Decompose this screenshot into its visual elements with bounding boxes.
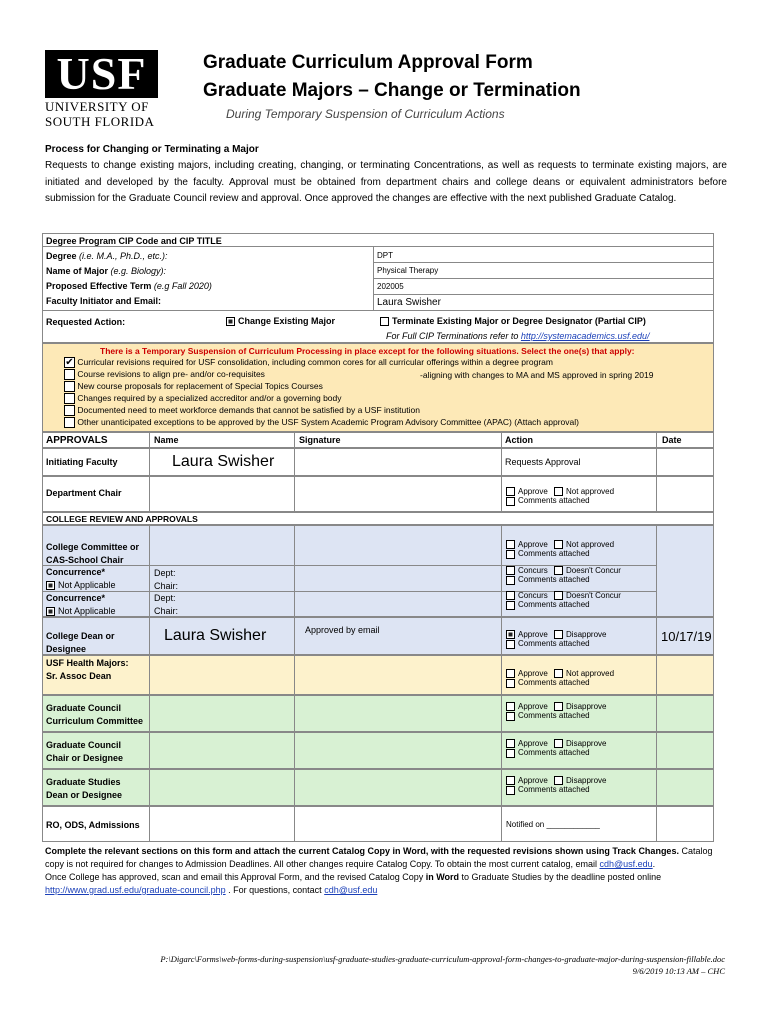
gs-dean-comments-text: Comments attached (518, 785, 590, 795)
concurs-1-text: Concurs (518, 566, 548, 575)
gc-committee-actions (506, 702, 607, 721)
suspension-item[interactable] (64, 393, 579, 405)
dept-chair-label: Department Chair (46, 488, 122, 498)
dean-approve-text: Approve (518, 630, 548, 639)
concurrence-2-dept-chair (154, 592, 178, 618)
dean-label (46, 630, 115, 656)
concurrence-1-na[interactable] (46, 579, 116, 592)
terminate-major-text: Terminate Existing Major or Degree Designator (Partial CIP) (392, 316, 646, 326)
logo-line-2: SOUTH FLORIDA (45, 114, 155, 129)
cip-note: For Full CIP Terminations refer to (386, 331, 519, 341)
dean-approve-checkbox[interactable] (506, 630, 515, 639)
gc-chair-label-2: Chair or Designee (46, 753, 124, 763)
health-comments-checkbox[interactable] (506, 679, 515, 688)
gs-dean-approve-text: Approve (518, 776, 548, 785)
gc-committee-label (46, 702, 143, 728)
gc-chair-actions (506, 739, 607, 758)
approvals-col-header: APPROVALS (46, 435, 108, 446)
major-label: Name of Major (46, 266, 109, 276)
suspension-item[interactable] (64, 357, 579, 369)
faculty-label: Faculty Initiator and Email: (46, 296, 162, 306)
major-hint: (e.g. Biology): (110, 266, 167, 276)
health-actions (506, 669, 614, 688)
suspension-item[interactable] (64, 417, 579, 429)
concurrence-2-na[interactable] (46, 605, 116, 618)
footer-text-4: . For questions, contact (225, 885, 325, 895)
suspension-item-text: Course revisions to align pre- and/or co-requisites (77, 369, 265, 379)
gc-chair-approve-text: Approve (518, 739, 548, 748)
cip-label: Degree Program CIP Code and CIP TITLE (46, 236, 222, 246)
name-col-header: Name (154, 435, 179, 445)
concur-1-comments-checkbox[interactable] (506, 576, 515, 585)
dean-comments-checkbox[interactable] (506, 640, 515, 649)
suspension-subtitle: During Temporary Suspension of Curriculum Actions (226, 107, 505, 121)
suspension-checkbox[interactable]: ✔ (65, 357, 74, 369)
concurrence-1-chair-label: Chair: (154, 581, 179, 591)
suspension-checkbox[interactable] (64, 405, 75, 416)
gs-dean-comments-checkbox[interactable] (506, 786, 515, 795)
concurrence-2-na-checkbox[interactable] (46, 607, 55, 616)
concurs-2-checkbox[interactable] (506, 591, 515, 600)
term-label-row (46, 281, 212, 291)
dean-disapprove-checkbox[interactable] (554, 630, 563, 639)
college-committee-label-2: CAS-School Chair (46, 555, 124, 565)
dept-not-approved-checkbox[interactable] (554, 487, 563, 496)
initiating-action: Requests Approval (505, 457, 581, 467)
suspension-item-text: Changes required by a specialized accreditor and/or a governing body (77, 393, 342, 403)
concurrence-2-label: Concurrence* (46, 593, 106, 603)
gs-dean-approve-checkbox[interactable] (506, 776, 515, 785)
major-label-row (46, 266, 166, 276)
process-text: Requests to change existing majors, including creating, changing, or terminating Concentrations, as well as requests to terminate existing majors, are initiated and developed by the faculty. Approval must be obtained from department chairs and college deans or equivalent administrators before submission for the Graduate Council review and approval. Once approved the changes are effective with the next published Graduate Catalog. (45, 160, 727, 204)
gs-dean-row (42, 769, 714, 806)
timestamp: 9/6/2019 10:13 AM – CHC (632, 966, 725, 976)
footer-text-3: to Graduate Studies by the deadline posted online (459, 872, 662, 882)
concur-2-comments-text: Comments attached (518, 600, 590, 610)
suspension-list (64, 357, 579, 429)
footer-instructions: Complete the relevant sections on this form and attach the current Catalog Copy in Word, with the requested revisions shown using Track Changes. Catalog copy is not required for changes to Admission Deadlines. All other changes require Catalog Copy. To obtain the most current catalog, email cdh@usf.edu. Once College has approved, scan and email this Approval Form, and the revised Catalog Copy in Word to Graduate Studies by the deadline posted online http://www.grad.usf.edu/graduate-council.php . For questions, contact cdh@usf.edu (45, 846, 713, 895)
concurrence-1 (46, 566, 116, 592)
suspension-item-text: Curricular revisions required for USF consolidation, including common cores for all curricular offerings within a degree program (77, 357, 553, 367)
requested-action-label: Requested Action: (46, 317, 126, 327)
term-field[interactable]: 202005 (377, 282, 404, 291)
footer-email-2[interactable]: cdh@usf.edu (324, 885, 378, 895)
logo-line-1: UNIVERSITY OF (45, 99, 149, 114)
health-not-approved-text: Not approved (566, 669, 615, 678)
dean-row (42, 617, 714, 655)
concurrence-1-dept-label: Dept: (154, 568, 176, 578)
concur-2-comments-checkbox[interactable] (506, 601, 515, 610)
signature-col-header: Signature (299, 435, 341, 445)
gc-chair-disapprove-checkbox[interactable] (554, 739, 563, 748)
gc-chair-comments-checkbox[interactable] (506, 749, 515, 758)
suspension-item[interactable] (64, 405, 579, 417)
gc-committee-label-2: Curriculum Committee (46, 716, 144, 726)
initiating-name[interactable]: Laura Swisher (172, 453, 275, 470)
suspension-checkbox[interactable] (64, 381, 75, 392)
dean-signature[interactable]: Approved by email (305, 625, 380, 635)
degree-hint: (i.e. M.A., Ph.D., etc.): (79, 251, 168, 261)
gc-committee-approve-text: Approve (518, 702, 548, 711)
concurrence-2-dept-label: Dept: (154, 593, 176, 603)
concurrence-1-na-text: Not Applicable (58, 580, 116, 590)
file-path: P:\Digarc\Forms\web-forms-during-suspension\usf-graduate-studies-graduate-curriculum-approval-form-changes-to-graduate-major-during-suspension-fillable.doc (160, 954, 725, 964)
health-approve-checkbox[interactable] (506, 669, 515, 678)
dean-disapprove-text: Disapprove (566, 630, 607, 639)
gc-committee-approve-checkbox[interactable] (506, 702, 515, 711)
dean-label-2: Designee (46, 644, 87, 654)
gs-dean-actions (506, 776, 607, 795)
college-committee-label (46, 541, 139, 567)
gc-chair-approve-checkbox[interactable] (506, 739, 515, 748)
gc-chair-row (42, 732, 714, 769)
gs-dean-label (46, 776, 122, 802)
health-label-1: USF Health Majors: (46, 658, 129, 668)
committee-comments-checkbox[interactable] (506, 550, 515, 559)
concurrence-2-actions (506, 591, 621, 610)
gc-chair-comments-text: Comments attached (518, 748, 590, 758)
usf-logo: USF (45, 50, 158, 98)
gs-dean-disapprove-checkbox[interactable] (554, 776, 563, 785)
suspension-checkbox[interactable] (64, 417, 75, 428)
footer-bold-2: in Word (425, 872, 460, 882)
gs-dean-label-1: Graduate Studies (46, 777, 121, 787)
degree-label-row (46, 251, 168, 261)
health-label-2: Sr. Assoc Dean (46, 671, 112, 681)
committee-actions (506, 540, 614, 559)
cip-note-row (386, 331, 649, 341)
health-comments-text: Comments attached (518, 678, 590, 688)
suspension-item[interactable] (64, 381, 579, 393)
ro-notified[interactable]: Notified on ____________ (506, 820, 600, 829)
major-field[interactable]: Physical Therapy (377, 266, 439, 275)
ro-label: RO, ODS, Admissions (46, 820, 140, 830)
gs-dean-disapprove-text: Disapprove (566, 776, 607, 785)
gc-chair-disapprove-text: Disapprove (566, 739, 607, 748)
concurrence-1-na-checkbox[interactable] (46, 581, 55, 590)
gs-dean-label-2: Dean or Designee (46, 790, 123, 800)
not-concur-2-checkbox[interactable] (554, 591, 563, 600)
concurs-2-text: Concurs (518, 591, 548, 600)
concurrence-1-label: Concurrence* (46, 567, 106, 577)
concurrence-1-dept-chair (154, 567, 178, 593)
suspension-note: -aligning with changes to MA and MS approved in spring 2019 (420, 370, 654, 380)
footer-text-2: Once College has approved, scan and email this Approval Form, and the revised Catalog Copy (45, 872, 426, 882)
term-hint: (e.g Fall 2020) (153, 281, 212, 291)
footer-link[interactable]: http://www.grad.usf.edu/graduate-council.php (45, 885, 226, 895)
committee-comments-text: Comments attached (518, 549, 590, 559)
faculty-field[interactable]: Laura Swisher (377, 297, 441, 308)
suspension-item-text: New course proposals for replacement of Special Topics Courses (77, 381, 323, 391)
dept-not-approved-text: Not approved (566, 487, 615, 496)
degree-field[interactable]: DPT (377, 251, 393, 260)
terminate-major-option[interactable] (380, 316, 646, 326)
date-col-header: Date (662, 435, 682, 445)
gc-committee-disapprove-text: Disapprove (566, 702, 607, 711)
not-concur-2-text: Doesn't Concur (566, 591, 621, 600)
concurs-1-checkbox[interactable] (506, 566, 515, 575)
change-major-text: Change Existing Major (238, 316, 336, 326)
dept-comments-checkbox[interactable] (506, 497, 515, 506)
committee-approve-text: Approve (518, 540, 548, 549)
committee-not-approved-text: Not approved (566, 540, 615, 549)
suspension-heading: There is a Temporary Suspension of Curriculum Processing in place except for the following situations. Select the one(s) that apply: (100, 346, 635, 356)
degree-label: Degree (46, 251, 77, 261)
committee-not-approved-checkbox[interactable] (554, 540, 563, 549)
gc-committee-disapprove-checkbox[interactable] (554, 702, 563, 711)
college-heading: COLLEGE REVIEW AND APPROVALS (46, 514, 198, 524)
health-not-approved-checkbox[interactable] (554, 669, 563, 678)
terminate-major-checkbox[interactable] (380, 317, 389, 326)
suspension-checkbox[interactable] (64, 369, 75, 380)
footer-text-1: Catalog copy is not required for changes to Admission Deadlines. All other changes require Catalog Copy. To obtain the most current catalog, email (45, 846, 713, 869)
change-major-checkbox[interactable] (226, 317, 235, 326)
cip-link[interactable]: http://systemacademics.usf.edu/ (520, 331, 650, 341)
form-title: Graduate Curriculum Approval Form (203, 52, 533, 73)
concur-1-comments-text: Comments attached (518, 575, 590, 585)
suspension-checkbox[interactable] (64, 393, 75, 404)
ro-row (42, 806, 714, 842)
concurrence-2 (46, 592, 116, 618)
dean-name[interactable]: Laura Swisher (164, 627, 267, 644)
health-label (46, 657, 129, 683)
gc-committee-label-1: Graduate Council (46, 703, 122, 713)
committee-approve-checkbox[interactable] (506, 540, 515, 549)
college-committee-label-1: College Committee or (46, 542, 140, 552)
approvals-header (42, 432, 714, 448)
dean-label-1: College Dean or (46, 631, 115, 641)
dean-date[interactable]: 10/17/19 (661, 629, 712, 644)
form-subtitle: Graduate Majors – Change or Termination (203, 80, 581, 101)
suspension-item-text: Other unanticipated exceptions to be approved by the USF System Academic Program Advisory Committee (APAC) (Attach approval) (77, 417, 579, 427)
footer-bold-1: Complete the relevant sections on this form and attach the current Catalog Copy in Word, with the requested revisions shown using Track Changes. (45, 846, 679, 856)
concurrence-2-na-text: Not Applicable (58, 606, 116, 616)
dean-comments-text: Comments attached (518, 639, 590, 649)
gc-chair-label (46, 739, 123, 765)
dept-approve-text: Approve (518, 487, 548, 496)
initiating-label: Initiating Faculty (46, 457, 118, 467)
change-major-option[interactable] (226, 316, 335, 326)
initiating-row (42, 448, 714, 476)
concurrence-1-actions (506, 566, 621, 585)
action-col-header: Action (505, 435, 533, 445)
footer-email-1[interactable]: cdh@usf.edu (599, 859, 653, 869)
process-heading: Process for Changing or Terminating a Major (45, 144, 259, 155)
concurrence-2-chair-label: Chair: (154, 606, 179, 616)
gc-chair-label-1: Graduate Council (46, 740, 122, 750)
dept-comments-text: Comments attached (518, 496, 590, 506)
dept-chair-actions (506, 487, 614, 506)
term-label: Proposed Effective Term (46, 281, 152, 291)
not-concur-1-text: Doesn't Concur (566, 566, 621, 575)
dean-actions (506, 630, 607, 649)
dept-approve-checkbox[interactable] (506, 487, 515, 496)
suspension-item-text: Documented need to meet workforce demands that cannot be satisfied by a USF institution (77, 405, 420, 415)
gc-committee-comments-checkbox[interactable] (506, 712, 515, 721)
not-concur-1-checkbox[interactable] (554, 566, 563, 575)
gc-committee-comments-text: Comments attached (518, 711, 590, 721)
health-approve-text: Approve (518, 669, 548, 678)
